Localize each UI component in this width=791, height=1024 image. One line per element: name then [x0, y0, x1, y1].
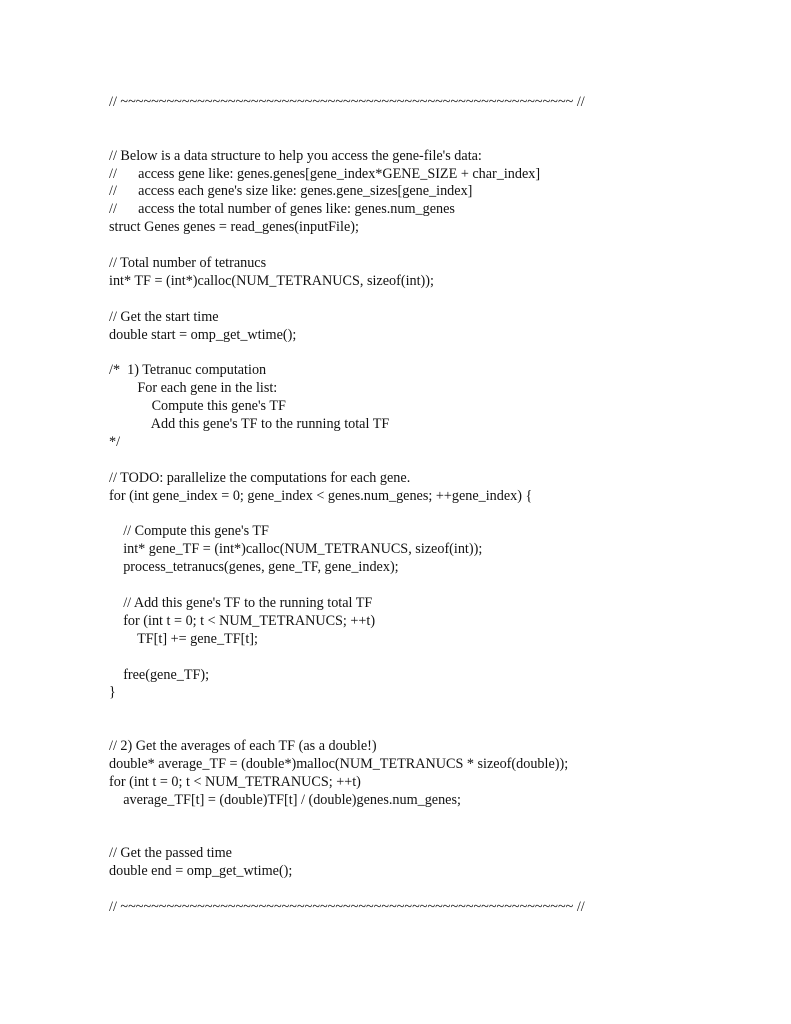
code-line: // Below is a data structure to help you access the gene-file's data: — [109, 147, 482, 164]
code-line — [109, 237, 769, 255]
code-line — [109, 291, 769, 309]
code-line — [109, 702, 769, 720]
code-line — [109, 505, 769, 523]
code-line: // Get the start time — [109, 308, 219, 325]
code-line: for (int t = 0; t < NUM_TETRANUCS; ++t) — [109, 773, 361, 790]
code-line — [109, 828, 769, 846]
code-line: free(gene_TF); — [109, 666, 210, 683]
code-line: Add this gene's TF to the running total TF — [109, 416, 390, 433]
code-line — [109, 881, 769, 899]
code-line: // Compute this gene's TF — [109, 523, 269, 540]
code-line: // access the total number of genes like: genes.num_genes — [109, 201, 455, 218]
code-line: TF[t] += gene_TF[t]; — [109, 630, 258, 647]
code-line: } — [109, 684, 116, 701]
code-line: average_TF[t] = (double)TF[t] / (double)genes.num_genes; — [109, 791, 461, 808]
code-line: double start = omp_get_wtime(); — [109, 326, 297, 343]
code-line — [109, 577, 769, 595]
code-line: // Total number of tetranucs — [109, 255, 267, 272]
code-line: // ~~~~~~~~~~~~~~~~~~~~~~~~~~~~~~~~~~~~~~~~~~~~~~~~~~~~~~~~~~~ // — [109, 899, 585, 916]
code-line: */ — [109, 433, 121, 450]
code-line: // TODO: parallelize the computations for each gene. — [109, 469, 411, 486]
code-line: // 2) Get the averages of each TF (as a double!) — [109, 738, 377, 755]
code-line: Compute this gene's TF — [109, 398, 286, 415]
code-line: // ~~~~~~~~~~~~~~~~~~~~~~~~~~~~~~~~~~~~~~~~~~~~~~~~~~~~~~~~~~~ // — [109, 94, 585, 110]
code-line: // access each gene's size like: genes.gene_sizes[gene_index] — [109, 183, 473, 200]
code-line: // Get the passed time — [109, 845, 232, 862]
code-line: /* 1) Tetranuc computation — [109, 362, 267, 379]
code-line: for (int t = 0; t < NUM_TETRANUCS; ++t) — [109, 612, 376, 629]
code-line: for (int gene_index = 0; gene_index < genes.num_genes; ++gene_index) { — [109, 487, 533, 504]
code-line: struct Genes genes = read_genes(inputFile); — [109, 219, 359, 236]
code-line — [109, 649, 769, 667]
code-line — [109, 720, 769, 738]
code-line: process_tetranucs(genes, gene_TF, gene_index); — [109, 559, 399, 576]
code-line: For each gene in the list: — [109, 380, 278, 397]
code-line: int* gene_TF = (int*)calloc(NUM_TETRANUCS, sizeof(int)); — [109, 541, 483, 558]
code-line — [109, 112, 769, 130]
code-listing — [109, 94, 769, 917]
code-line: // access gene like: genes.genes[gene_index*GENE_SIZE + char_index] — [109, 165, 541, 182]
code-line — [109, 130, 769, 148]
code-line: int* TF = (int*)calloc(NUM_TETRANUCS, sizeof(int)); — [109, 272, 434, 289]
code-line — [109, 810, 769, 828]
code-line: double* average_TF = (double*)malloc(NUM_TETRANUCS * sizeof(double)); — [109, 755, 569, 772]
code-line: double end = omp_get_wtime(); — [109, 863, 293, 880]
code-line: // Add this gene's TF to the running total TF — [109, 594, 373, 611]
code-line — [109, 344, 769, 362]
code-line — [109, 452, 769, 470]
